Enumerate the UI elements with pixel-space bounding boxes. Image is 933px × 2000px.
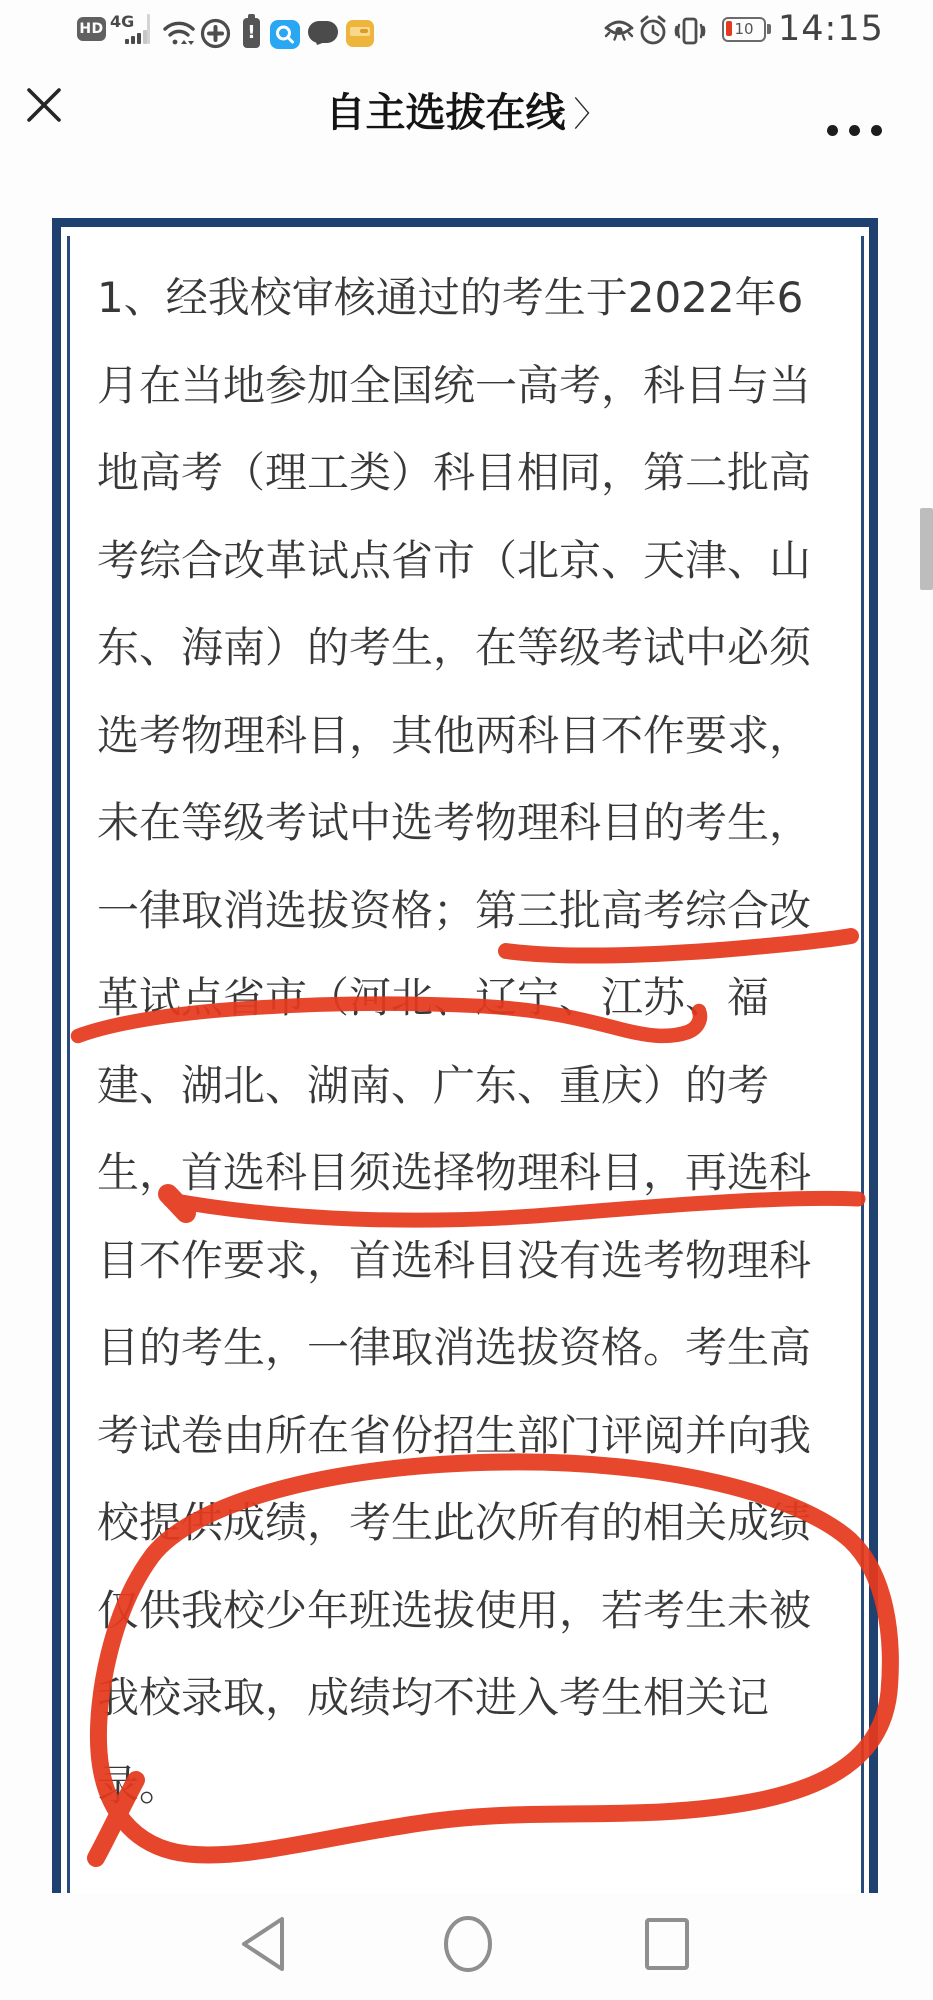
page-title-text: 自主选拔在线: [325, 90, 566, 136]
android-navigation-bar: [0, 1893, 933, 2000]
chat-bubble-icon: [308, 21, 338, 48]
article-text: [97, 254, 867, 1829]
more-menu-icon[interactable]: [827, 123, 887, 137]
battery-alert-icon: !: [243, 18, 260, 48]
data-saver-icon: [200, 18, 231, 49]
wallet-app-icon: [346, 20, 374, 47]
text-line: 考综合改革试点省市（北京、天津、山: [97, 535, 812, 585]
page-title[interactable]: [0, 81, 933, 138]
text-line: 我校录取，成绩均不进入考生相关记: [97, 1673, 770, 1722]
search-app-icon: [270, 20, 300, 49]
hd-icon: HD: [77, 17, 106, 41]
back-button[interactable]: [232, 1909, 302, 1979]
text-line: 地高考（理工类）科目相同，第二批高: [97, 448, 812, 497]
battery-level: 10: [734, 20, 754, 38]
text-line: 校提供成绩，考生此次所有的相关成绩: [97, 1498, 812, 1547]
home-button[interactable]: [433, 1909, 503, 1979]
nav-bar: [0, 55, 933, 165]
text-line: 1、经我校审核通过的考生于2022年6: [97, 273, 804, 322]
chevron-right-icon: 〉: [573, 95, 608, 135]
text-line: 月在当地参加全国统一高考，科目与当: [97, 360, 812, 410]
text-line: 选考物理科目，其他两科目不作要求，: [97, 710, 812, 760]
status-bar: [0, 0, 933, 55]
recents-button[interactable]: [632, 1909, 702, 1979]
alarm-clock-icon: [638, 15, 668, 46]
text-line: 东、海南）的考生，在等级考试中必须: [97, 623, 812, 672]
sim2-signal-icon: [147, 14, 150, 44]
text-line: 考试卷由所在省份招生部门评阅并向我: [97, 1410, 812, 1460]
frame-inner-line-left: [67, 236, 70, 1893]
text-line: 录。: [97, 1760, 182, 1810]
text-line: 仅供我校少年班选拔使用，若考生未被: [97, 1585, 812, 1635]
scrollbar-thumb[interactable]: [920, 508, 933, 590]
text-line: 目的考生，一律取消选拔资格。考生高: [97, 1323, 812, 1372]
text-line: 未在等级考试中选考物理科目的考生，: [97, 798, 812, 847]
text-line: 目不作要求，首选科目没有选考物理科: [97, 1235, 812, 1285]
text-line: 革试点省市（河北、辽宁、江苏、福: [97, 973, 770, 1022]
wifi-icon: [163, 20, 195, 50]
vibrate-icon: [674, 15, 706, 47]
4g-network-icon: 4G: [110, 12, 135, 31]
text-line: 生，首选科目须选择物理科目，再选科: [97, 1148, 812, 1197]
battery-icon: [722, 17, 766, 42]
clock-time: 14:15: [778, 9, 884, 49]
text-line: 一律取消选拔资格；第三批高考综合改: [97, 885, 812, 935]
eye-comfort-icon: [604, 20, 634, 42]
text-line: 建、湖北、湖南、广东、重庆）的考: [97, 1060, 770, 1110]
signal-strength-icon: [125, 28, 159, 44]
